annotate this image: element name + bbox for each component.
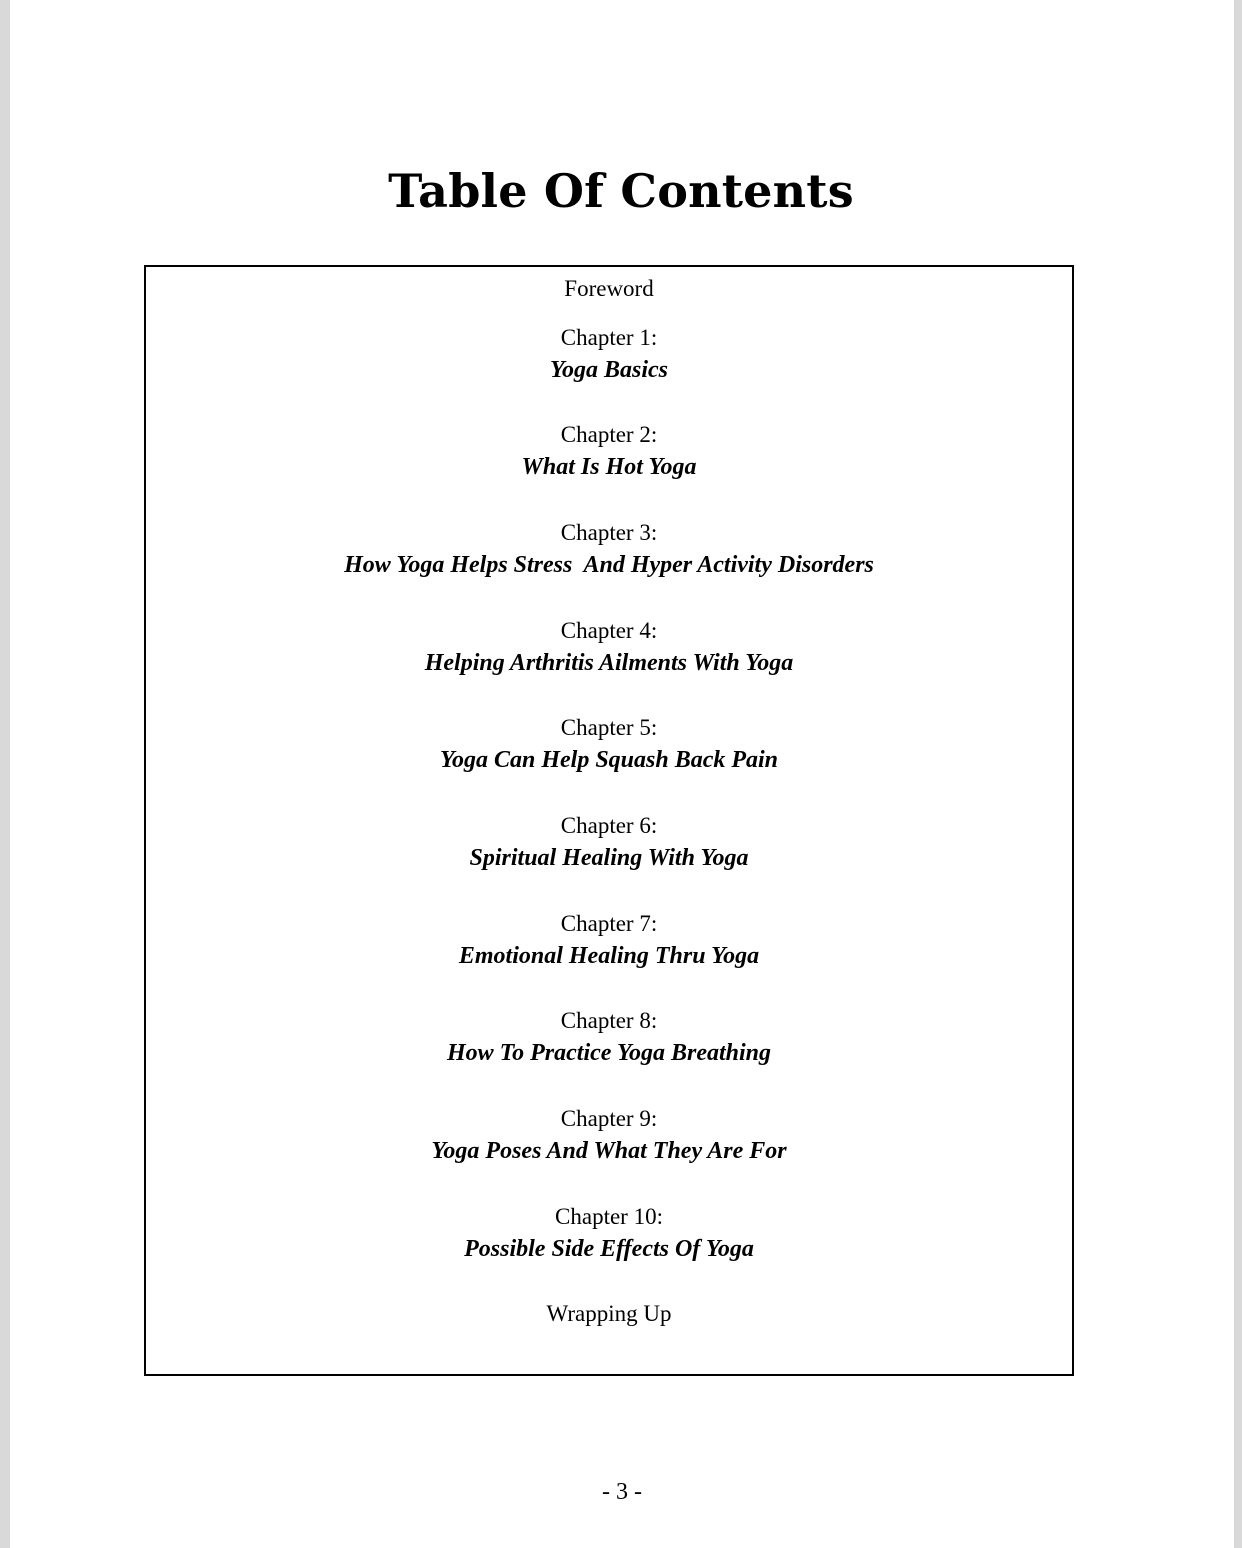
toc-foreword[interactable]: Foreword bbox=[564, 276, 654, 301]
toc-chapter-4[interactable] bbox=[146, 615, 1072, 679]
toc-chapter-6[interactable] bbox=[146, 810, 1072, 874]
chapter-label: Chapter 6: bbox=[560, 813, 658, 838]
chapter-title: How To Practice Yoga Breathing bbox=[446, 1040, 772, 1066]
table-of-contents-box bbox=[144, 265, 1074, 1376]
toc-chapter-3[interactable] bbox=[146, 517, 1072, 581]
toc-chapter-7[interactable] bbox=[146, 908, 1072, 972]
chapter-title: How Yoga Helps Stress And Hyper Activity Disorders bbox=[344, 552, 874, 578]
document-page bbox=[10, 0, 1234, 1548]
toc-chapter-1[interactable] bbox=[146, 322, 1072, 386]
chapter-title: Emotional Healing Thru Yoga bbox=[458, 943, 760, 969]
toc-chapter-8[interactable] bbox=[146, 1005, 1072, 1069]
chapter-title: What Is Hot Yoga bbox=[521, 454, 697, 480]
page-title: Table Of Contents bbox=[388, 164, 854, 218]
toc-chapter-2[interactable] bbox=[146, 419, 1072, 483]
toc-wrapping-up[interactable]: Wrapping Up bbox=[546, 1301, 672, 1326]
chapter-label: Chapter 8: bbox=[560, 1008, 658, 1033]
chapter-label: Chapter 7: bbox=[560, 911, 658, 936]
chapter-label: Chapter 10: bbox=[555, 1204, 663, 1229]
chapter-title: Yoga Poses And What They Are For bbox=[431, 1138, 787, 1164]
chapter-title: Spiritual Healing With Yoga bbox=[469, 845, 749, 871]
chapter-title: Yoga Basics bbox=[549, 357, 668, 383]
chapter-label: Chapter 9: bbox=[560, 1106, 658, 1131]
chapter-label: Chapter 3: bbox=[560, 520, 658, 545]
toc-chapter-5[interactable] bbox=[146, 712, 1072, 776]
toc-chapter-10[interactable] bbox=[146, 1201, 1072, 1265]
toc-chapter-9[interactable] bbox=[146, 1103, 1072, 1167]
chapter-label: Chapter 5: bbox=[560, 715, 658, 740]
chapter-label: Chapter 1: bbox=[560, 325, 658, 350]
chapter-title: Possible Side Effects Of Yoga bbox=[464, 1236, 754, 1262]
chapter-title: Yoga Can Help Squash Back Pain bbox=[439, 747, 779, 773]
chapter-label: Chapter 4: bbox=[560, 618, 658, 643]
chapter-title: Helping Arthritis Ailments With Yoga bbox=[424, 650, 794, 676]
chapter-label: Chapter 2: bbox=[560, 422, 658, 447]
page-number: - 3 - bbox=[602, 1479, 642, 1505]
